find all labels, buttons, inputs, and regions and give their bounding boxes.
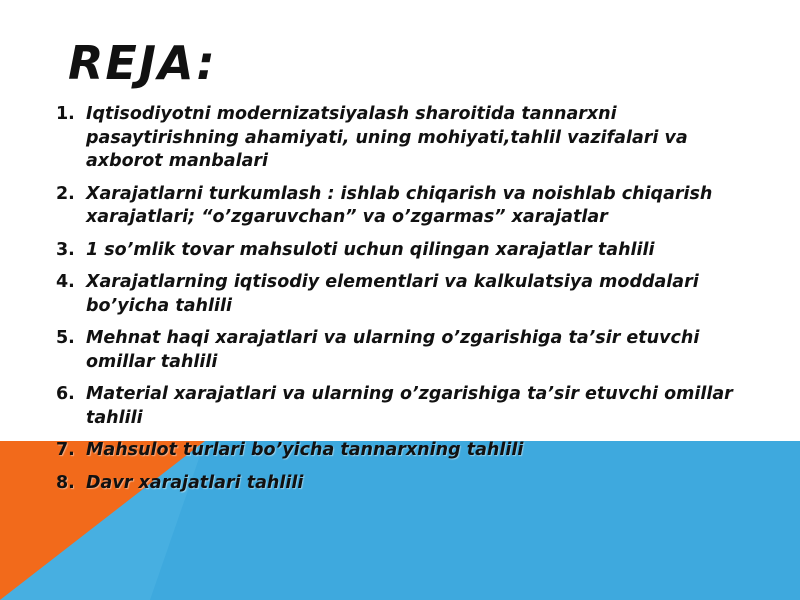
slide-title: REJA: — [68, 36, 217, 90]
list-item — [56, 183, 736, 230]
list-item — [56, 103, 736, 174]
list-item — [56, 472, 736, 496]
item-text: Xarajatlarni turkumlash : ishlab chiqarish va noishlab chiqarish xarajatlari; “o’zgaruvchan” va o’zgarmas” xarajatlar — [86, 183, 713, 227]
item-number: 7. — [56, 440, 75, 460]
item-number: 1. — [56, 104, 75, 124]
item-text: Xarajatlarning iqtisodiy elementlari va kalkulatsiya moddalari bo’yicha tahlili — [86, 272, 699, 316]
list-item — [56, 439, 736, 463]
item-text: Mehnat haqi xarajatlari va ularning o’zgarishiga ta’sir etuvchi omillar tahlili — [86, 328, 700, 372]
list-item — [56, 383, 736, 430]
item-text: 1 so’mlik tovar mahsuloti uchun qilingan xarajatlar tahlili — [86, 239, 655, 260]
item-number: 5. — [56, 328, 75, 348]
item-number: 4. — [56, 272, 75, 292]
item-text: Davr xarajatlari tahlili — [86, 472, 304, 493]
item-text: Iqtisodiyotni modernizatsiyalash sharoitida tannarxni pasaytirishning ahamiyati, uning mohiyati,tahlil vazifalari va axborot manbalari — [86, 104, 688, 171]
item-text: Mahsulot turlari bo’yicha tannarxning tahlili — [86, 440, 524, 460]
item-number: 3. — [56, 239, 75, 260]
list-item — [56, 271, 736, 318]
item-text: Material xarajatlari va ularning o’zgarishiga ta’sir etuvchi omillar tahlili — [86, 384, 733, 428]
list-item — [56, 239, 736, 263]
item-number: 2. — [56, 183, 75, 204]
list-item — [56, 327, 736, 374]
agenda-list — [56, 103, 736, 504]
item-number: 6. — [56, 384, 75, 404]
item-number: 8. — [56, 472, 75, 493]
